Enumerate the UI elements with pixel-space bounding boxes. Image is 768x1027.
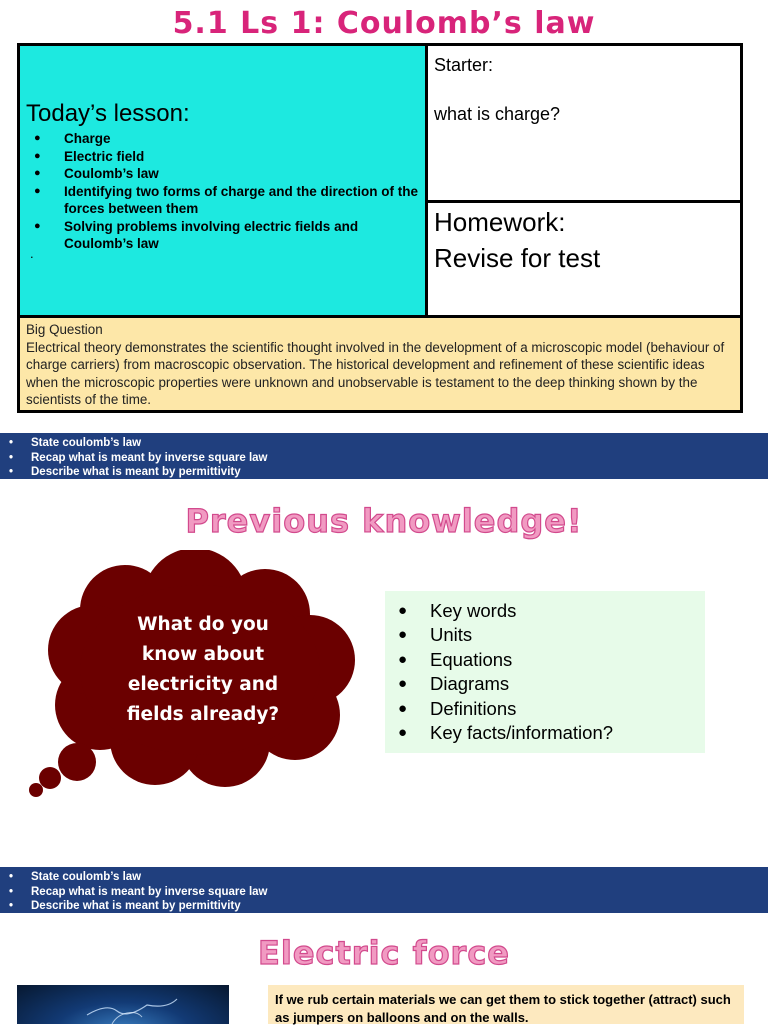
knowledge-item: ● Units	[398, 623, 613, 647]
lightning-icon	[17, 985, 229, 1024]
lesson-list	[30, 130, 425, 253]
objective-item: • State coulomb’s law	[0, 870, 768, 885]
todays-lesson-heading: Today’s lesson:	[26, 100, 190, 127]
objectives-list	[0, 870, 768, 914]
slide1-title: 5.1 Ls 1: Coulomb’s law	[172, 6, 596, 41]
knowledge-item: ● Key words	[398, 599, 613, 623]
knowledge-item: ● Definitions	[398, 697, 613, 721]
lesson-item: ● Charge	[30, 130, 425, 148]
knowledge-item: ● Key facts/information?	[398, 721, 613, 745]
knowledge-item: ● Diagrams	[398, 672, 613, 696]
big-question-text: Electrical theory demonstrates the scientific thought involved in the development of a microscopic model (behaviour of charge carriers) from macroscopic observation. The historical development and refinement of these scientific ideas when the microscopic properties were unknown and unobservable is testament to the deep thinking shown by the scientists of the time.	[26, 339, 725, 407]
lesson-item: ● Solving problems involving electric fields and Coulomb’s law	[30, 218, 425, 253]
trailing-dot: .	[30, 246, 34, 261]
electric-force-text: If we rub certain materials we can get them to stick together (attract) such as jumpers on balloons and on the walls.	[268, 985, 744, 1024]
objectives-bar	[0, 867, 768, 913]
lesson-item: ● Coulomb’s law	[30, 165, 425, 183]
slide2-title: Previous knowledge!	[185, 502, 583, 540]
knowledge-item: ● Equations	[398, 648, 613, 672]
objectives-list	[0, 436, 768, 480]
plasma-ball-image	[17, 985, 229, 1024]
knowledge-list	[398, 599, 613, 745]
objective-item: • Describe what is meant by permittivity	[0, 465, 768, 480]
objective-item: • Recap what is meant by inverse square law	[0, 451, 768, 466]
big-question-label: Big Question	[26, 322, 103, 337]
lesson-item: ● Electric field	[30, 148, 425, 166]
lesson-item: ● Identifying two forms of charge and the direction of the forces between them	[30, 183, 425, 218]
homework-text: Revise for test	[434, 243, 601, 273]
slide3-title: Electric force	[257, 934, 510, 972]
objective-item: • Recap what is meant by inverse square law	[0, 885, 768, 900]
objective-item: • Describe what is meant by permittivity	[0, 899, 768, 914]
homework-heading: Homework:	[434, 207, 566, 237]
starter-question: what is charge?	[434, 104, 561, 124]
big-question-panel	[20, 318, 740, 410]
starter-label: Starter:	[434, 55, 494, 75]
cloud-question: What do you know about electricity and fields already?	[126, 614, 280, 725]
objectives-bar	[0, 433, 768, 479]
objective-item: • State coulomb’s law	[0, 436, 768, 451]
